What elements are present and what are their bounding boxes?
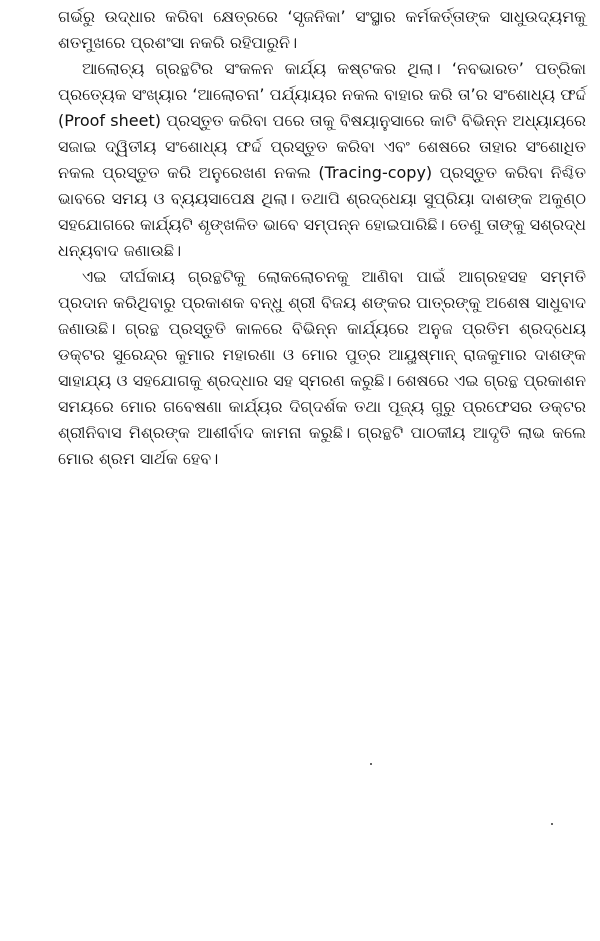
paragraph-compilation: ଆଲୋଚ୍ୟ ଗ୍ରନ୍ଥଟିର ସଂକଳନ କାର୍ଯ୍ୟ କଷ୍ଟକର ଥିଲା। ‘ନବଭାରତ’ ପତ୍ରିକା ପ୍ରତ୍ୟେକ ସଂଖ୍ୟାର ‘ଆଲୋଚନା’ ପର୍ଯ୍ୟାୟର ନକଲ ବାହାର କରି ତା’ର ସଂଶୋଧ୍ୟ ଫର୍ଦ୍ଦ (Proof sheet) ପ୍ରସ୍ତୁତ କରିବା ପରେ ତାକୁ ବିଷୟାନୁସାରେ କାଟି ବିଭିନ୍ନ ଅଧ୍ୟାୟରେ ସଜାଇ ଦ୍ୱିତୀୟ ସଂଶୋଧ୍ୟ ଫର୍ଦ୍ଦ ପ୍ରସ୍ତୁତ କରିବା ଏବଂ ଶେଷରେ ତାହାର ସଂଶୋଧିତ ନକଲ ପ୍ରସ୍ତୁତ କରି ଅନୁରେଖଣ ନକଲ (Tracing-copy) ପ୍ରସ୍ତୁତ କରିବା ନିଶ୍ଚିତ ଭାବରେ ସମୟ ଓ ବ୍ୟୟସାପେକ୍ଷ ଥିଲା। ତଥାପି ଶ୍ରଦ୍ଧେୟା ସୁପ୍ରିୟା ଦାଶଙ୍କ ଅକୁଣ୍ଠ ସହଯୋଗରେ କାର୍ଯ୍ୟଟି ଶୃଙ୍ଖଳିତ ଭାବେ ସମ୍ପନ୍ନ ହୋଇପାରିଛି। ତେଣୁ ତାଙ୍କୁ ସଶ୍ରଦ୍ଧ ଧନ୍ୟବାଦ ଜଣାଉଛି।	[58, 59, 586, 260]
scan-speck	[551, 823, 553, 825]
paragraph-continuation: ଗର୍ଭରୁ ଉଦ୍ଧାର କରିବା କ୍ଷେତ୍ରରେ ‘ସୃଜନିକା’ ସଂସ୍ଥାର କର୍ମକର୍ତ୍ତାଙ୍କ ସାଧୁଉଦ୍ୟମକୁ ଶତମୁଖରେ ପ୍ରଶଂସା ନକରି ରହିପାରୁନି।	[58, 7, 586, 52]
paragraph-acknowledgement: ଏଇ ଦୀର୍ଘକାୟ ଗ୍ରନ୍ଥଟିକୁ ଲୋକଲୋଚନକୁ ଆଣିବା ପାଇଁ ଆଗ୍ରହସହ ସମ୍ମତି ପ୍ରଦାନ କରିଥିବାରୁ ପ୍ରକାଶକ ବନ୍ଧୁ ଶ୍ରୀ ବିଜୟ ଶଙ୍କର ପାତ୍ରଙ୍କୁ ଅଶେଷ ସାଧୁବାଦ ଜଣାଉଛି। ଗ୍ରନ୍ଥ ପ୍ରସ୍ତୁତି କାଳରେ ବିଭିନ୍ନ କାର୍ଯ୍ୟରେ ଅନୁଜ ପ୍ରତିମ ଶ୍ରଦ୍ଧେୟ ଡକ୍ଟର ସୁରେନ୍ଦ୍ର କୁମାର ମହାରଣା ଓ ମୋର ପୁତ୍ର ଆୟୁଷ୍ମାନ୍ ରାଜକୁମାର ଦାଶଙ୍କ ସାହାଯ୍ୟ ଓ ସହଯୋଗକୁ ଶ୍ରଦ୍ଧାର ସହ ସ୍ମରଣ କରୁଛି। ଶେଷରେ ଏଇ ଗ୍ରନ୍ଥ ପ୍ରକାଶନ ସମୟରେ ମୋର ଗବେଷଣା କାର୍ଯ୍ୟର ଦିଗ୍‌ଦର୍ଶକ ତଥା ପୂଜ୍ୟ ଗୁରୁ ପ୍ରଫେସର ଡକ୍ଟର ଶ୍ରୀନିବାସ ମିଶ୍ରଙ୍କ ଆଶୀର୍ବାଦ କାମନା କରୁଛି। ଗ୍ରନ୍ଥଟି ପାଠକୀୟ ଆଦୃତି ଲାଭ କଲେ ମୋର ଶ୍ରମ ସାର୍ଥକ ହେବ।	[58, 267, 586, 468]
body-text	[58, 4, 586, 472]
scan-speck	[370, 763, 372, 765]
